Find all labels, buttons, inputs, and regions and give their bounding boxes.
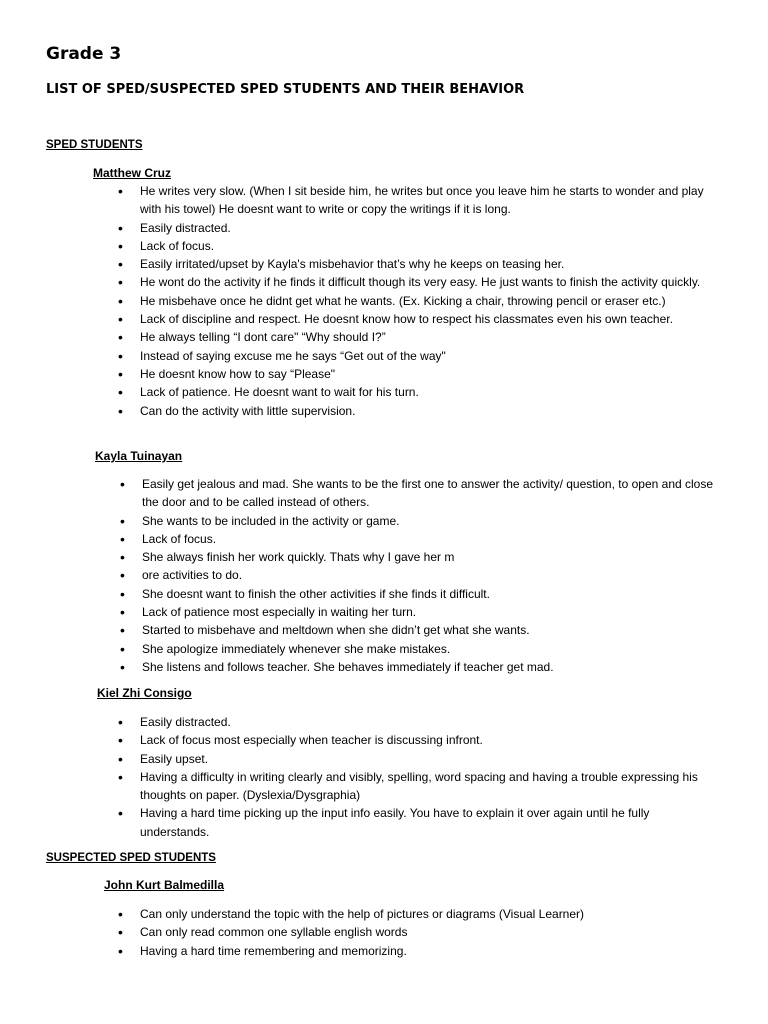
list-item: • He always telling “I dont care" “Why should I?”	[118, 328, 718, 346]
list-item: • She listens and follows teacher. She behaves immediately if teacher get mad.	[120, 658, 720, 676]
sped-section-heading: SPED STUDENTS	[46, 139, 143, 151]
list-item: • She wants to be included in the activity or game.	[120, 512, 720, 530]
student-name-matthew: Matthew Cruz	[93, 166, 171, 180]
list-item: • Lack of focus.	[118, 237, 718, 255]
list-item: • Lack of patience most especially in waiting her turn.	[120, 603, 720, 621]
list-item: • Lack of discipline and respect. He doesnt know how to respect his classmates even his own teacher.	[118, 310, 718, 328]
list-item: • Lack of focus.	[120, 530, 720, 548]
list-item: • Can do the activity with little supervision.	[118, 402, 718, 420]
list-item: • Having a hard time picking up the input info easily. You have to explain it over again until he fully understands.	[118, 804, 718, 841]
list-item: • He writes very slow. (When I sit beside him, he writes but once you leave him he starts to wonder and play with his towel) He doesnt want to write or copy the writings if it is long.	[118, 182, 718, 219]
list-item: • ore activities to do.	[120, 566, 720, 584]
list-item: • Easily distracted.	[118, 219, 718, 237]
list-item: • She doesnt want to finish the other activities if she finds it difficult.	[120, 585, 720, 603]
list-item: • Having a difficulty in writing clearly and visibly, spelling, word spacing and having a trouble expressing his thoughts on paper. (Dyslexia/Dysgraphia)	[118, 768, 718, 805]
behavior-list-matthew	[118, 182, 718, 420]
behavior-list-john	[118, 905, 718, 960]
document-title: LIST OF SPED/SUSPECTED SPED STUDENTS AND THEIR BEHAVIOR	[46, 82, 525, 97]
list-item: • He misbehave once he didnt get what he wants. (Ex. Kicking a chair, throwing pencil or eraser etc.)	[118, 292, 718, 310]
student-name-kayla: Kayla Tuinayan	[95, 449, 183, 463]
list-item: • Easily irritated/upset by Kayla's misbehavior that’s why he keeps on teasing her.	[118, 255, 718, 273]
list-item: • He wont do the activity if he finds it difficult though its very easy. He just wants to finish the activity quickly.	[118, 273, 718, 291]
list-item: • Having a hard time remembering and memorizing.	[118, 942, 718, 960]
grade-heading: Grade 3	[46, 44, 122, 64]
list-item: • Instead of saying excuse me he says “Get out of the way"	[118, 347, 718, 365]
list-item: • She always finish her work quickly. Thats why I gave her m	[120, 548, 720, 566]
list-item: • Can only understand the topic with the help of pictures or diagrams (Visual Learner)	[118, 905, 718, 923]
list-item: • He doesnt know how to say “Please"	[118, 365, 718, 383]
list-item: • Easily upset.	[118, 750, 718, 768]
suspected-section-heading: SUSPECTED SPED STUDENTS	[46, 852, 216, 864]
list-item: • Lack of patience. He doesnt want to wait for his turn.	[118, 383, 718, 401]
list-item: • She apologize immediately whenever she make mistakes.	[120, 640, 720, 658]
list-item: • Can only read common one syllable english words	[118, 923, 718, 941]
list-item: • Easily get jealous and mad. She wants to be the first one to answer the activity/ question, to open and close the door and to be called instead of others.	[120, 475, 720, 512]
behavior-list-kayla	[120, 475, 720, 676]
list-item: • Lack of focus most especially when teacher is discussing infront.	[118, 731, 718, 749]
behavior-list-kiel	[118, 713, 718, 841]
list-item: • Easily distracted.	[118, 713, 718, 731]
list-item: • Started to misbehave and meltdown when she didn’t get what she wants.	[120, 621, 720, 639]
student-name-kiel: Kiel Zhi Consigo	[97, 686, 192, 700]
student-name-john: John Kurt Balmedilla	[104, 878, 225, 892]
